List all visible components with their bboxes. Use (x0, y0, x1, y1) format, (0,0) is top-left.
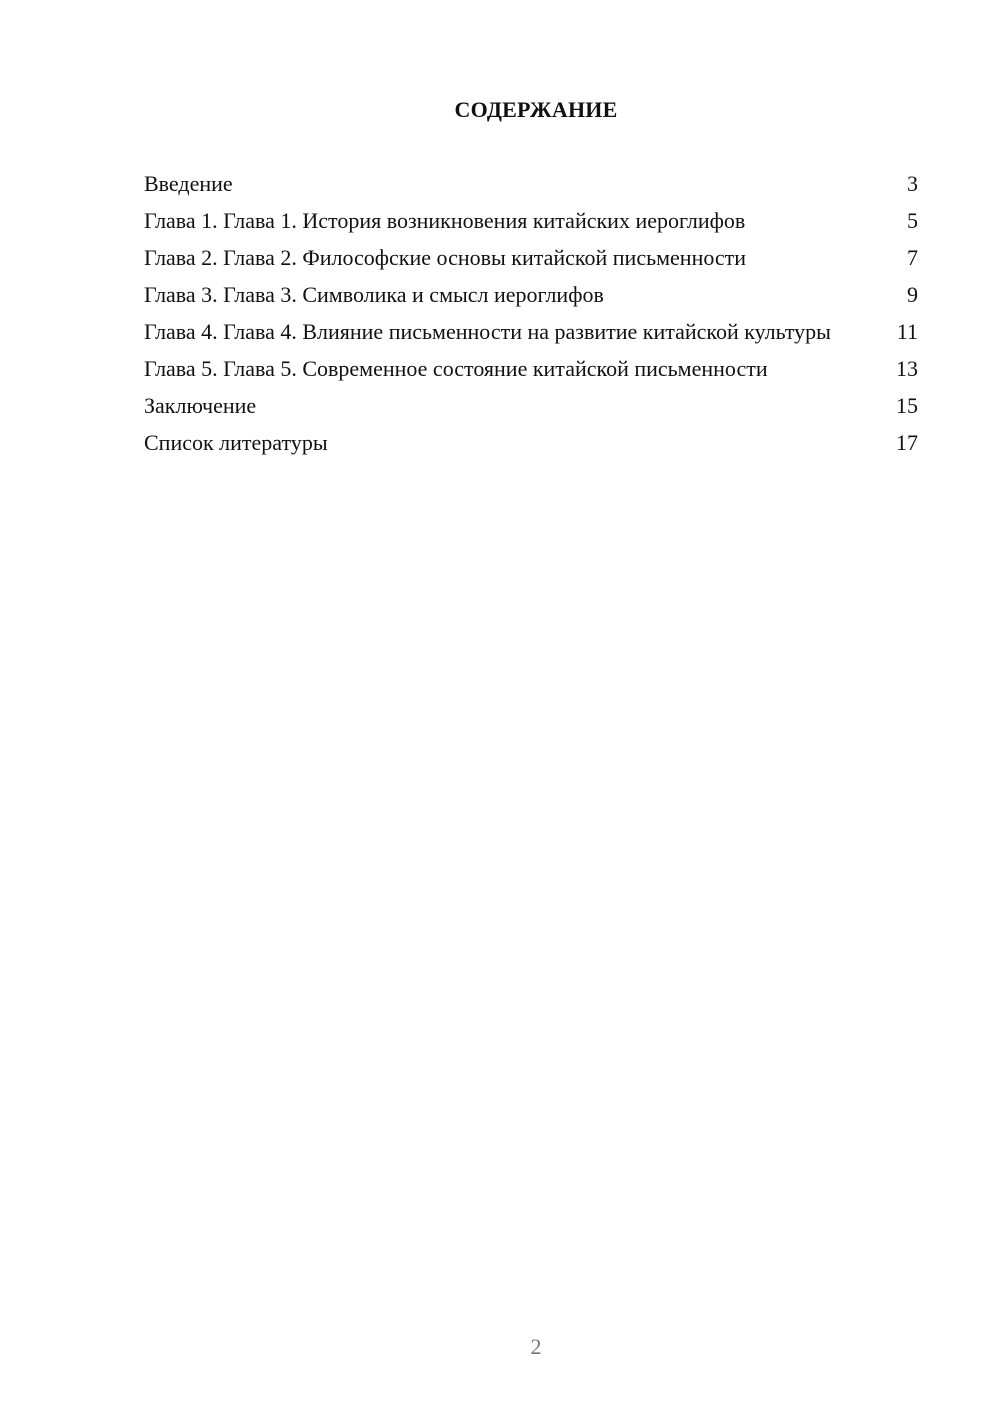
toc-entry-page: 15 (896, 393, 918, 418)
toc-entry-introduction[interactable] (144, 170, 918, 197)
toc-entry-text: Глава 1. Глава 1. История возникновения китайских иероглифов (144, 208, 746, 233)
toc-entry-chapter-4[interactable] (144, 318, 918, 345)
toc-entry-references[interactable] (144, 429, 918, 456)
page-number: 2 (530, 1334, 542, 1359)
toc-entry-chapter-2[interactable] (144, 244, 918, 271)
toc-entry-page: 5 (907, 208, 918, 233)
toc-entry-page: 7 (907, 245, 918, 270)
toc-entry-page: 11 (896, 319, 918, 344)
toc-entry-page: 3 (907, 171, 918, 196)
toc-entry-text: Глава 3. Глава 3. Символика и смысл иероглифов (144, 282, 604, 307)
toc-entry-text: Глава 2. Глава 2. Философские основы китайской письменности (144, 245, 747, 270)
toc-entry-text: Заключение (144, 393, 257, 418)
toc-entry-page: 17 (896, 430, 918, 455)
toc-entry-text: Глава 4. Глава 4. Влияние письменности на развитие китайской культуры (144, 319, 831, 344)
toc-entry-page: 13 (896, 356, 918, 381)
toc-entry-text: Список литературы (144, 430, 328, 455)
toc-entry-page: 9 (907, 282, 918, 307)
toc-entry-chapter-3[interactable] (144, 281, 918, 308)
toc-entry-conclusion[interactable] (144, 392, 918, 419)
toc-entry-chapter-5[interactable] (144, 355, 918, 382)
table-of-contents (144, 170, 918, 466)
toc-entry-chapter-1[interactable] (144, 207, 918, 234)
page-title: СОДЕРЖАНИЕ (454, 97, 618, 122)
toc-entry-text: Глава 5. Глава 5. Современное состояние китайской письменности (144, 356, 768, 381)
toc-entry-text: Введение (144, 171, 233, 196)
